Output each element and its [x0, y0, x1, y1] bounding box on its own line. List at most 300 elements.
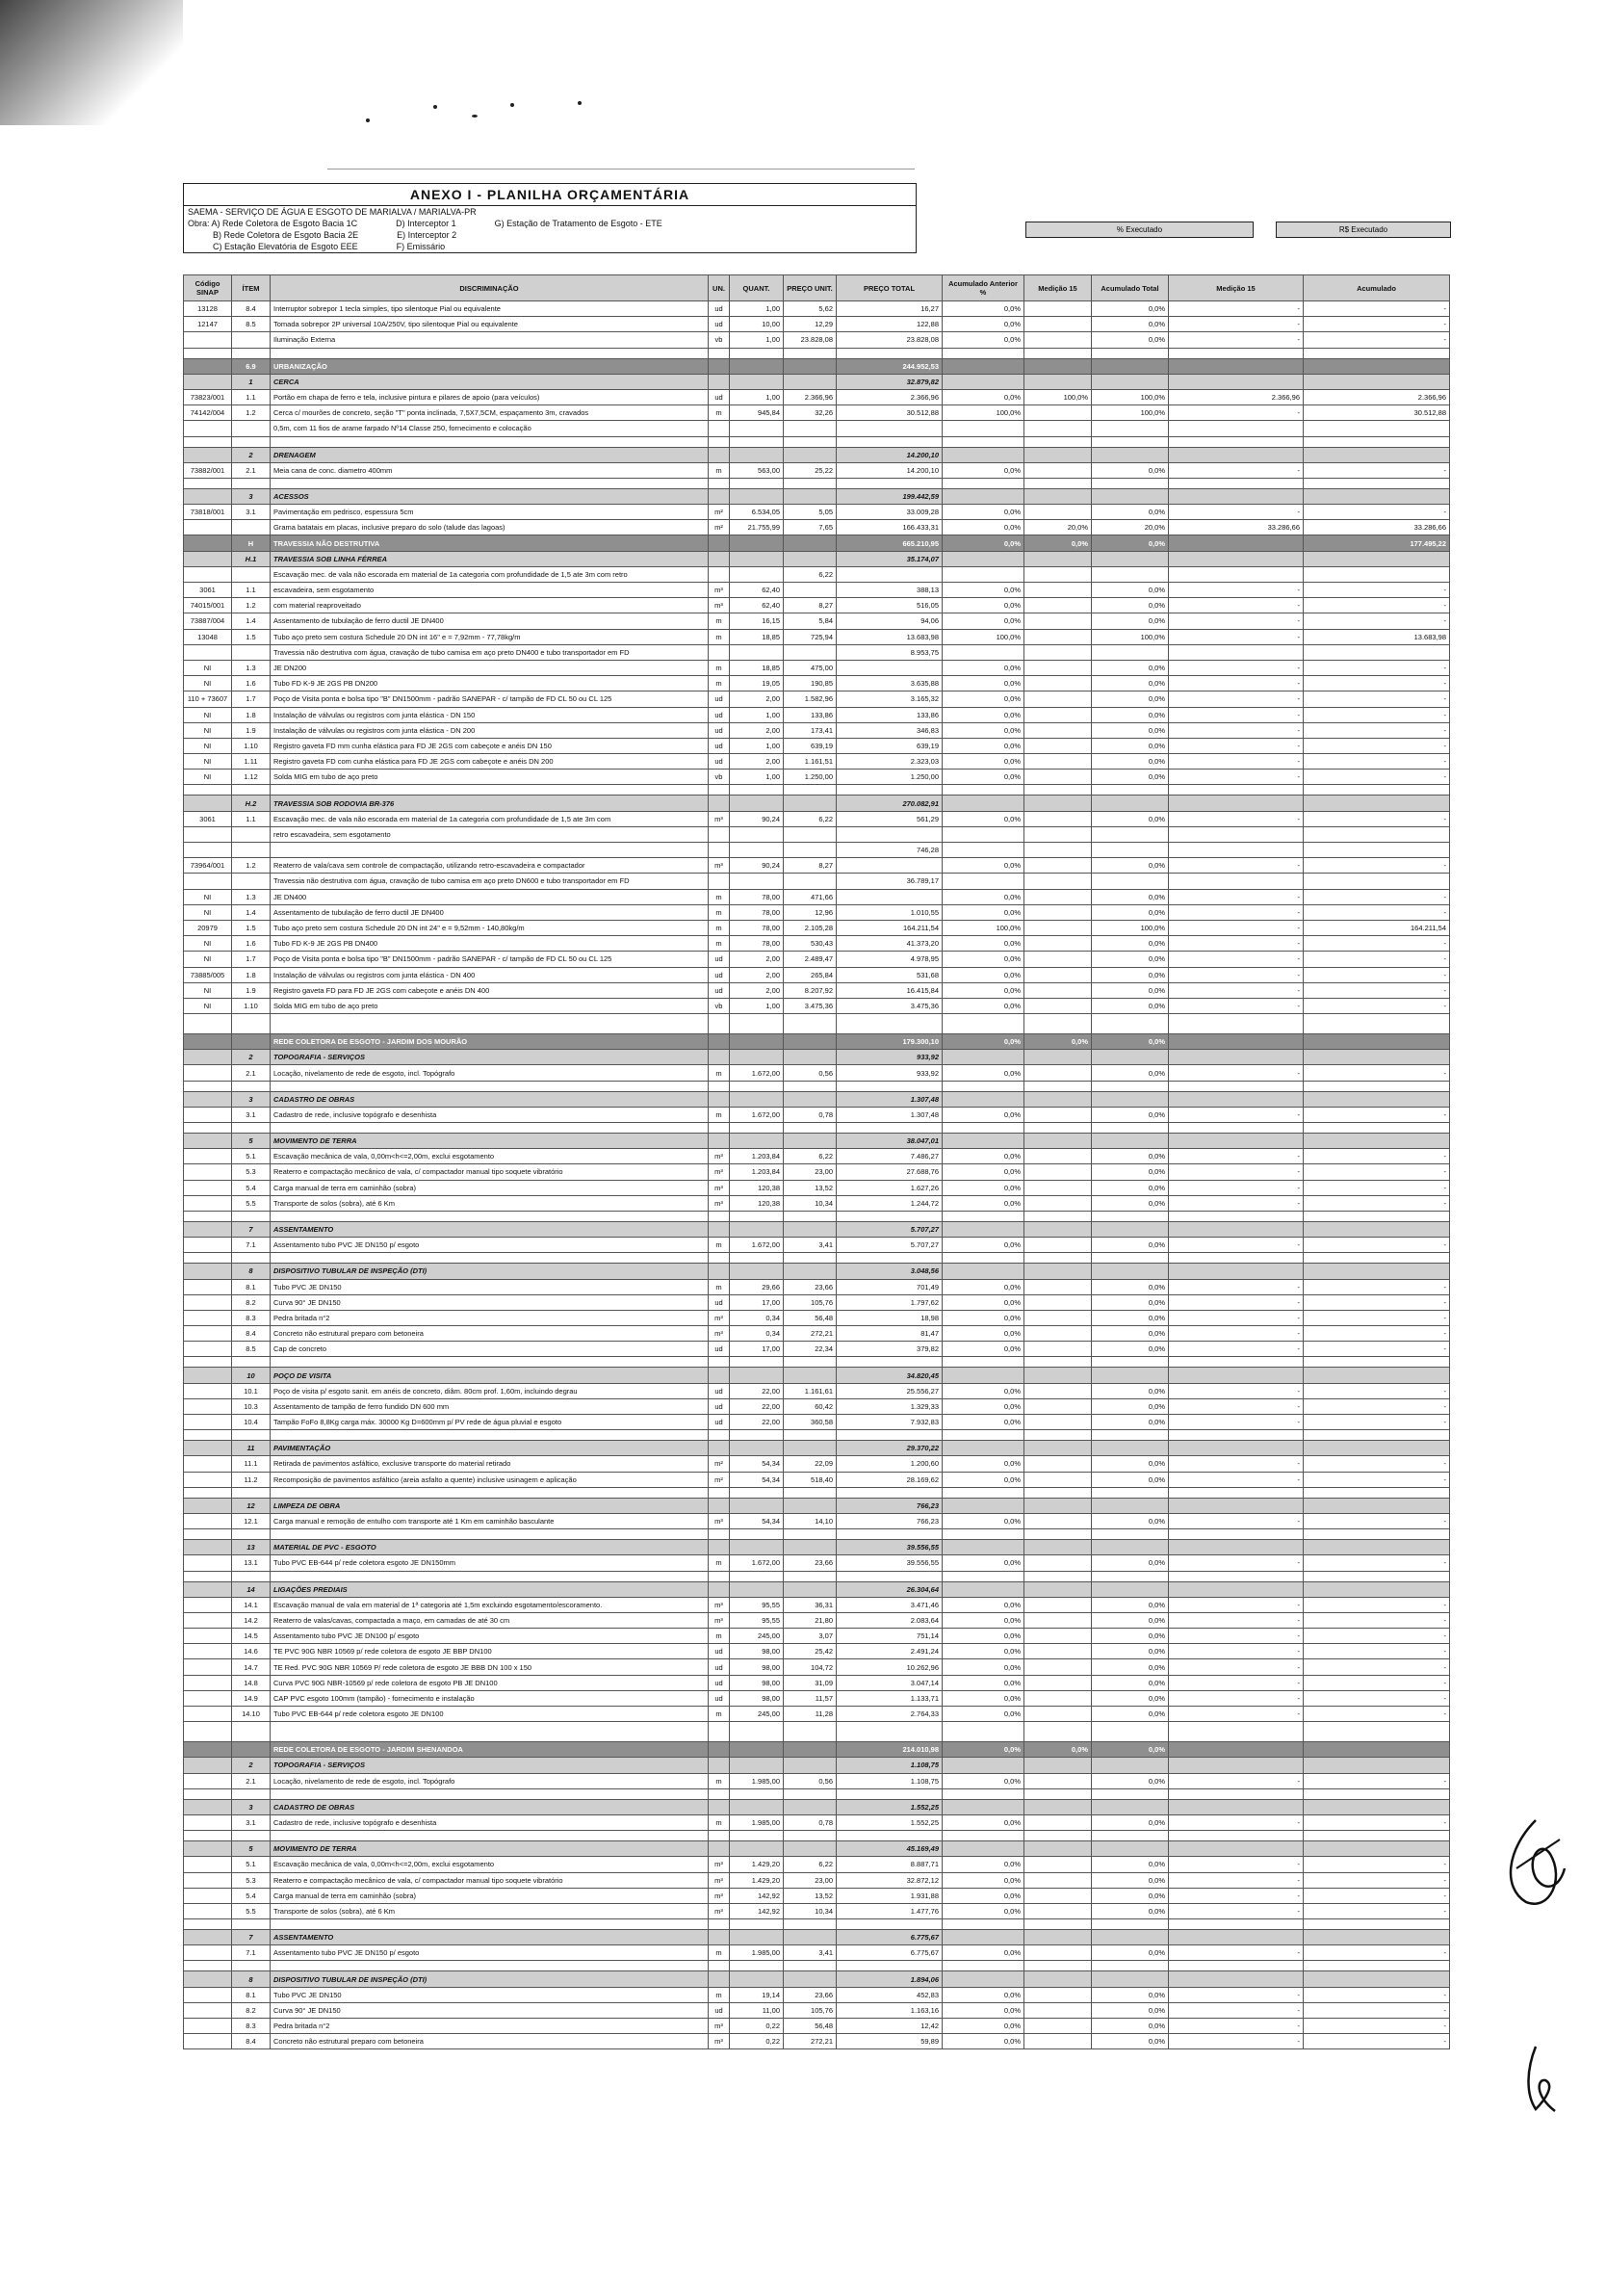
cell-measure15-value: -: [1169, 1644, 1304, 1659]
cell-measure15-value: -: [1169, 1279, 1304, 1294]
cell-measure15-pct: [1024, 1930, 1092, 1945]
cell-code: NI: [184, 982, 232, 998]
cell-prev-accum-pct: 0,0%: [943, 1513, 1024, 1528]
cell-item: 8.4: [232, 1326, 271, 1342]
cell-total-accum-pct: 0,0%: [1092, 858, 1169, 874]
cell-prev-accum-pct: 0,0%: [943, 1456, 1024, 1472]
cell-total-accum-pct: 0,0%: [1092, 676, 1169, 691]
cell-code: [184, 1857, 232, 1872]
cell-measure15-value: [1169, 374, 1304, 389]
cell-quantity: 16,15: [730, 613, 784, 629]
cell-total-accum-pct: [1092, 358, 1169, 374]
cell-item: 1.8: [232, 967, 271, 982]
cell-measure15-value: -: [1169, 1415, 1304, 1430]
cell-description: TRAVESSIA NÃO DESTRUTIVA: [271, 535, 709, 551]
cell-unit-price: [784, 874, 837, 889]
cell-prev-accum-pct: [943, 874, 1024, 889]
cell-accum-value: [1304, 566, 1450, 582]
spacer-row: [184, 1831, 1450, 1841]
cell-description: Pedra britada n°2: [271, 1310, 709, 1325]
spacer-row: [184, 1732, 1450, 1742]
cell-item: 3.1: [232, 1814, 271, 1830]
cell-accum-value: [1304, 843, 1450, 858]
cell-total-accum-pct: 0,0%: [1092, 1597, 1169, 1612]
cell-item: 8.3: [232, 2019, 271, 2034]
cell-item: 8.5: [232, 1342, 271, 1357]
cell-quantity: 21.755,99: [730, 520, 784, 535]
cell-measure15-value: -: [1169, 1675, 1304, 1690]
cell-quantity: 98,00: [730, 1659, 784, 1675]
cell-code: [184, 644, 232, 660]
cell-description: Tubo PVC JE DN150: [271, 1987, 709, 2002]
cell-accum-value: -: [1304, 676, 1450, 691]
entity-name: SAEMA - SERVIÇO DE ÁGUA E ESGOTO DE MARIALVA / MARIALVA-PR: [188, 207, 477, 217]
cell-unit: m: [709, 1629, 730, 1644]
cell-total-price: 933,92: [837, 1050, 943, 1065]
cell-unit: ud: [709, 1690, 730, 1706]
cell-description: Carga manual de terra em caminhão (sobra): [271, 1888, 709, 1903]
cell-accum-value: -: [1304, 1629, 1450, 1644]
cell-description: Assentamento tubo PVC JE DN150 p/ esgoto: [271, 1945, 709, 1961]
cell-item: 2.1: [232, 1065, 271, 1081]
cell-prev-accum-pct: 0,0%: [943, 1310, 1024, 1325]
cell-description: Tubo PVC EB-644 p/ rede coletora esgoto JE DN100: [271, 1707, 709, 1722]
cell-total-price: 36.789,17: [837, 874, 943, 889]
table-row: [184, 904, 1450, 920]
cell-accum-value: -: [1304, 462, 1450, 478]
cell-measure15-pct: [1024, 505, 1092, 520]
cell-measure15-pct: [1024, 1773, 1092, 1788]
cell-measure15-pct: [1024, 1555, 1092, 1571]
cell-quantity: [730, 1930, 784, 1945]
cell-accum-value: -: [1304, 1857, 1450, 1872]
cell-unit: m³: [709, 858, 730, 874]
cell-code: [184, 1456, 232, 1472]
cell-quantity: 142,92: [730, 1903, 784, 1918]
table-row: [184, 660, 1450, 675]
cell-item: 5.5: [232, 1903, 271, 1918]
cell-total-accum-pct: 0,0%: [1092, 535, 1169, 551]
cell-measure15-pct: [1024, 754, 1092, 770]
cell-description: Reaterro de vala/cava sem controle de compactação, utilizando retro-escavadeira e compactador: [271, 858, 709, 874]
cell-item: 1.11: [232, 754, 271, 770]
cell-item: 1.1: [232, 811, 271, 826]
cell-total-accum-pct: 0,0%: [1092, 1383, 1169, 1398]
table-row: [184, 1814, 1450, 1830]
cell-unit: m: [709, 936, 730, 952]
cell-accum-value: -: [1304, 858, 1450, 874]
cell-total-price: 665.210,95: [837, 535, 943, 551]
cell-prev-accum-pct: 0,0%: [943, 858, 1024, 874]
cell-measure15-value: -: [1169, 858, 1304, 874]
cell-unit: m³: [709, 1857, 730, 1872]
table-row: [184, 613, 1450, 629]
cell-description: Iluminação Externa: [271, 332, 709, 348]
cell-unit: m³: [709, 1310, 730, 1325]
cell-total-price: 7.486,27: [837, 1149, 943, 1164]
cell-total-price: 3.165,32: [837, 691, 943, 707]
cell-unit-price: [784, 535, 837, 551]
cell-total-accum-pct: 0,0%: [1092, 1456, 1169, 1472]
cell-total-price: 16,27: [837, 301, 943, 317]
cell-quantity: 1.672,00: [730, 1107, 784, 1122]
cell-unit-price: [784, 843, 837, 858]
cell-measure15-value: -: [1169, 1612, 1304, 1628]
cell-accum-value: -: [1304, 904, 1450, 920]
cell-code: [184, 1773, 232, 1788]
cell-unit-price: 21,80: [784, 1612, 837, 1628]
cell-accum-value: -: [1304, 1597, 1450, 1612]
cell-measure15-value: [1169, 1799, 1304, 1814]
cell-item: 1.9: [232, 982, 271, 998]
cell-unit: m³: [709, 1903, 730, 1918]
cell-total-price: 1.931,88: [837, 1888, 943, 1903]
cell-description: com material reaproveitado: [271, 598, 709, 613]
cell-prev-accum-pct: 0,0%: [943, 660, 1024, 675]
cell-measure15-pct: [1024, 1149, 1092, 1164]
cell-quantity: [730, 1540, 784, 1555]
spacer-row: [184, 1571, 1450, 1581]
spacer-row: [184, 1253, 1450, 1264]
cell-measure15-pct: [1024, 843, 1092, 858]
cell-item: 11.2: [232, 1472, 271, 1487]
cell-accum-value: -: [1304, 1180, 1450, 1195]
cell-total-accum-pct: 100,0%: [1092, 405, 1169, 421]
cell-accum-value: [1304, 1368, 1450, 1383]
cell-unit-price: 25,42: [784, 1644, 837, 1659]
cell-total-price: 59,89: [837, 2034, 943, 2049]
cell-total-price: 30.512,88: [837, 405, 943, 421]
cell-measure15-pct: [1024, 1180, 1092, 1195]
cell-item: 5.1: [232, 1857, 271, 1872]
cell-code: [184, 1540, 232, 1555]
cell-quantity: [730, 1742, 784, 1758]
cell-total-accum-pct: [1092, 488, 1169, 504]
cell-total-price: 25.556,27: [837, 1383, 943, 1398]
cell-code: NI: [184, 722, 232, 738]
cell-accum-value: [1304, 1264, 1450, 1279]
cell-unit: [709, 1581, 730, 1597]
cell-measure15-value: -: [1169, 462, 1304, 478]
cell-quantity: 2,00: [730, 952, 784, 967]
cell-item: 1.7: [232, 691, 271, 707]
cell-unit-price: 272,21: [784, 1326, 837, 1342]
cell-unit: m³: [709, 1888, 730, 1903]
cell-total-price: 166.433,31: [837, 520, 943, 535]
cell-prev-accum-pct: 0,0%: [943, 738, 1024, 753]
cell-accum-value: -: [1304, 1310, 1450, 1325]
cell-quantity: 1.429,20: [730, 1872, 784, 1888]
cell-prev-accum-pct: [943, 1221, 1024, 1237]
subsection-row: [184, 796, 1450, 811]
cell-accum-value: [1304, 1971, 1450, 1987]
cell-accum-value: [1304, 1841, 1450, 1857]
cell-code: [184, 796, 232, 811]
cell-prev-accum-pct: 0,0%: [943, 1742, 1024, 1758]
cell-item: 3: [232, 488, 271, 504]
cell-item: 8.4: [232, 2034, 271, 2049]
table-row: [184, 1707, 1450, 1722]
cell-code: [184, 1134, 232, 1149]
cell-measure15-pct: [1024, 1164, 1092, 1180]
cell-unit-price: 23,66: [784, 1555, 837, 1571]
cell-item: 1.7: [232, 952, 271, 967]
cell-total-price: 1.244,72: [837, 1195, 943, 1211]
table-row: [184, 998, 1450, 1013]
cell-quantity: 1.672,00: [730, 1238, 784, 1253]
cell-measure15-value: [1169, 1742, 1304, 1758]
cell-measure15-pct: [1024, 722, 1092, 738]
cell-description: PAVIMENTAÇÃO: [271, 1441, 709, 1456]
cell-total-price: 32.879,82: [837, 374, 943, 389]
cell-measure15-value: -: [1169, 1814, 1304, 1830]
cell-description: REDE COLETORA DE ESGOTO - JARDIM DOS MOURÃO: [271, 1034, 709, 1050]
cell-code: [184, 1221, 232, 1237]
cell-description: Registro gaveta FD com cunha elástica para FD JE 2GS com cabeçote e anéis DN 200: [271, 754, 709, 770]
cell-total-price: 6.775,67: [837, 1930, 943, 1945]
table-row: [184, 598, 1450, 613]
cell-unit: m³: [709, 1195, 730, 1211]
cell-accum-value: -: [1304, 1659, 1450, 1675]
cell-quantity: 54,34: [730, 1456, 784, 1472]
cell-prev-accum-pct: [943, 843, 1024, 858]
cell-unit: m: [709, 613, 730, 629]
cell-quantity: 1.429,20: [730, 1857, 784, 1872]
cell-total-accum-pct: 0,0%: [1092, 998, 1169, 1013]
table-row: [184, 505, 1450, 520]
cell-accum-value: -: [1304, 1294, 1450, 1310]
cell-total-price: 8.953,75: [837, 644, 943, 660]
cell-description: Concreto não estrutural preparo com betoneira: [271, 1326, 709, 1342]
table-row: [184, 1903, 1450, 1918]
cell-accum-value: -: [1304, 722, 1450, 738]
cell-item: [232, 826, 271, 842]
cell-prev-accum-pct: 0,0%: [943, 1659, 1024, 1675]
cell-quantity: 2,00: [730, 722, 784, 738]
cell-description: JE DN200: [271, 660, 709, 675]
sheet-header: [183, 183, 917, 253]
cell-total-accum-pct: [1092, 1581, 1169, 1597]
cell-unit-price: 6,22: [784, 811, 837, 826]
cell-accum-value: -: [1304, 1149, 1450, 1164]
cell-total-price: 1.250,00: [837, 770, 943, 785]
cell-measure15-pct: [1024, 1091, 1092, 1107]
cell-description: Locação, nivelamento de rede de esgoto, incl. Topógrafo: [271, 1773, 709, 1788]
table-row: [184, 770, 1450, 785]
cell-code: [184, 1513, 232, 1528]
cell-measure15-pct: [1024, 811, 1092, 826]
cell-measure15-pct: [1024, 583, 1092, 598]
cell-prev-accum-pct: [943, 1050, 1024, 1065]
cell-item: 12: [232, 1498, 271, 1513]
cell-total-price: 45.169,49: [837, 1841, 943, 1857]
cell-accum-value: -: [1304, 1415, 1450, 1430]
cell-description: Tomada sobrepor 2P universal 10A/250V, tipo silentoque Pial ou equivalente: [271, 317, 709, 332]
cell-measure15-value: -: [1169, 2002, 1304, 2018]
cell-prev-accum-pct: 0,0%: [943, 389, 1024, 404]
cell-unit: [709, 1091, 730, 1107]
cell-quantity: [730, 1264, 784, 1279]
obra-f: F) Emissário: [396, 242, 446, 251]
cell-accum-value: [1304, 874, 1450, 889]
cell-prev-accum-pct: 0,0%: [943, 998, 1024, 1013]
cell-accum-value: [1304, 1221, 1450, 1237]
cell-total-price: [837, 858, 943, 874]
table-row: [184, 920, 1450, 935]
cell-quantity: 0,22: [730, 2019, 784, 2034]
column-header-row: [184, 275, 1450, 301]
cell-total-price: 16.415,84: [837, 982, 943, 998]
cell-unit-price: [784, 551, 837, 566]
table-row: [184, 1597, 1450, 1612]
cell-prev-accum-pct: 0,0%: [943, 520, 1024, 535]
cell-total-accum-pct: 0,0%: [1092, 738, 1169, 753]
cell-quantity: 19,14: [730, 1987, 784, 2002]
cell-code: [184, 874, 232, 889]
cell-unit: [709, 874, 730, 889]
cell-total-accum-pct: 0,0%: [1092, 1472, 1169, 1487]
table-row: [184, 1310, 1450, 1325]
cell-accum-value: -: [1304, 1945, 1450, 1961]
cell-total-accum-pct: 0,0%: [1092, 1326, 1169, 1342]
cell-total-accum-pct: 0,0%: [1092, 2034, 1169, 2049]
cell-description: [271, 843, 709, 858]
cell-item: 3.1: [232, 505, 271, 520]
cell-code: [184, 1279, 232, 1294]
cell-description: Instalação de válvulas ou registros com junta elástica - DN 400: [271, 967, 709, 982]
cell-quantity: 1.985,00: [730, 1814, 784, 1830]
cell-measure15-pct: [1024, 1195, 1092, 1211]
cell-description: Cap de concreto: [271, 1342, 709, 1357]
cell-unit: m: [709, 462, 730, 478]
cell-prev-accum-pct: 0,0%: [943, 2002, 1024, 2018]
group-header-rs: R$ Executado: [1276, 222, 1451, 238]
cell-prev-accum-pct: 0,0%: [943, 2019, 1024, 2034]
cell-accum-value: [1304, 1758, 1450, 1773]
cell-prev-accum-pct: [943, 447, 1024, 462]
cell-unit: [709, 826, 730, 842]
cell-code: [184, 551, 232, 566]
cell-total-price: 379,82: [837, 1342, 943, 1357]
cell-measure15-pct: [1024, 1987, 1092, 2002]
cell-measure15-value: [1169, 1540, 1304, 1555]
cell-item: 10.3: [232, 1398, 271, 1414]
cell-unit: m: [709, 1945, 730, 1961]
cell-quantity: 19,05: [730, 676, 784, 691]
table-row: [184, 1279, 1450, 1294]
cell-code: [184, 1368, 232, 1383]
cell-total-accum-pct: [1092, 1498, 1169, 1513]
column-header-accum-value: Acumulado: [1304, 275, 1450, 301]
cell-total-price: 10.262,96: [837, 1659, 943, 1675]
cell-description: ASSENTAMENTO: [271, 1930, 709, 1945]
cell-accum-value: -: [1304, 1675, 1450, 1690]
cell-unit: m: [709, 1107, 730, 1122]
cell-measure15-pct: [1024, 613, 1092, 629]
obra-e: E) Interceptor 2: [397, 230, 457, 240]
cell-unit-price: [784, 1498, 837, 1513]
cell-unit-price: 23,00: [784, 1164, 837, 1180]
cell-description: Pedra britada n°2: [271, 2019, 709, 2034]
cell-code: [184, 1707, 232, 1722]
cell-item: 2: [232, 1758, 271, 1773]
cell-code: [184, 1498, 232, 1513]
cell-item: 1.5: [232, 629, 271, 644]
cell-item: 13: [232, 1540, 271, 1555]
cell-description: Transporte de solos (sobra), até 6 Km: [271, 1195, 709, 1211]
table-row: [184, 676, 1450, 691]
cell-code: [184, 520, 232, 535]
cell-unit-price: 5,84: [784, 613, 837, 629]
cell-code: [184, 1987, 232, 2002]
cell-description: Registro gaveta FD para FD JE 2GS com cabeçote e anéis DN 400: [271, 982, 709, 998]
cell-unit: m³: [709, 1149, 730, 1164]
cell-measure15-value: -: [1169, 613, 1304, 629]
cell-quantity: 90,24: [730, 811, 784, 826]
cell-unit-price: 36,31: [784, 1597, 837, 1612]
table-row: [184, 691, 1450, 707]
cell-description: URBANIZAÇÃO: [271, 358, 709, 374]
cell-measure15-pct: [1024, 301, 1092, 317]
table-row: [184, 754, 1450, 770]
cell-total-price: 199.442,59: [837, 488, 943, 504]
cell-measure15-pct: [1024, 1472, 1092, 1487]
cell-item: 7.1: [232, 1945, 271, 1961]
cell-measure15-pct: [1024, 1279, 1092, 1294]
cell-code: 110 + 73607: [184, 691, 232, 707]
cell-unit: m: [709, 1238, 730, 1253]
cell-unit: [709, 1441, 730, 1456]
cell-measure15-value: 33.286,66: [1169, 520, 1304, 535]
cell-description: CAP PVC esgoto 100mm (tampão) - fornecimento e instalação: [271, 1690, 709, 1706]
cell-code: [184, 358, 232, 374]
table-row: [184, 462, 1450, 478]
cell-total-accum-pct: 0,0%: [1092, 770, 1169, 785]
cell-code: [184, 1690, 232, 1706]
cell-measure15-value: [1169, 1034, 1304, 1050]
cell-quantity: 90,24: [730, 858, 784, 874]
cell-code: 12147: [184, 317, 232, 332]
cell-description: Curva PVC 90G NBR-10569 p/ rede coletora de esgoto PB JE DN100: [271, 1675, 709, 1690]
cell-total-accum-pct: 0,0%: [1092, 1903, 1169, 1918]
cell-measure15-value: -: [1169, 1629, 1304, 1644]
cell-unit: [709, 1758, 730, 1773]
cell-code: [184, 374, 232, 389]
table-row: [184, 936, 1450, 952]
spacer-row: [184, 1919, 1450, 1930]
cell-description: Tubo PVC JE DN150: [271, 1279, 709, 1294]
cell-total-accum-pct: 0,0%: [1092, 811, 1169, 826]
cell-measure15-value: [1169, 843, 1304, 858]
cell-prev-accum-pct: 0,0%: [943, 1326, 1024, 1342]
cell-code: 73964/001: [184, 858, 232, 874]
scan-specks: [356, 101, 607, 140]
cell-unit: ud: [709, 691, 730, 707]
cell-unit-price: 1.161,61: [784, 1383, 837, 1398]
cell-measure15-pct: [1024, 1326, 1092, 1342]
cell-code: [184, 1644, 232, 1659]
cell-total-price: 1.010,55: [837, 904, 943, 920]
cell-measure15-pct: [1024, 2019, 1092, 2034]
column-header-code: Código SINAP: [184, 275, 232, 301]
cell-unit-price: 360,58: [784, 1415, 837, 1430]
cell-unit: [709, 796, 730, 811]
cell-measure15-pct: [1024, 629, 1092, 644]
cell-unit-price: 133,86: [784, 707, 837, 722]
cell-total-accum-pct: [1092, 421, 1169, 436]
cell-description: TE Red. PVC 90G NBR 10569 P/ rede coletora de esgoto JE BBB DN 100 x 150: [271, 1659, 709, 1675]
cell-quantity: 1.203,84: [730, 1164, 784, 1180]
